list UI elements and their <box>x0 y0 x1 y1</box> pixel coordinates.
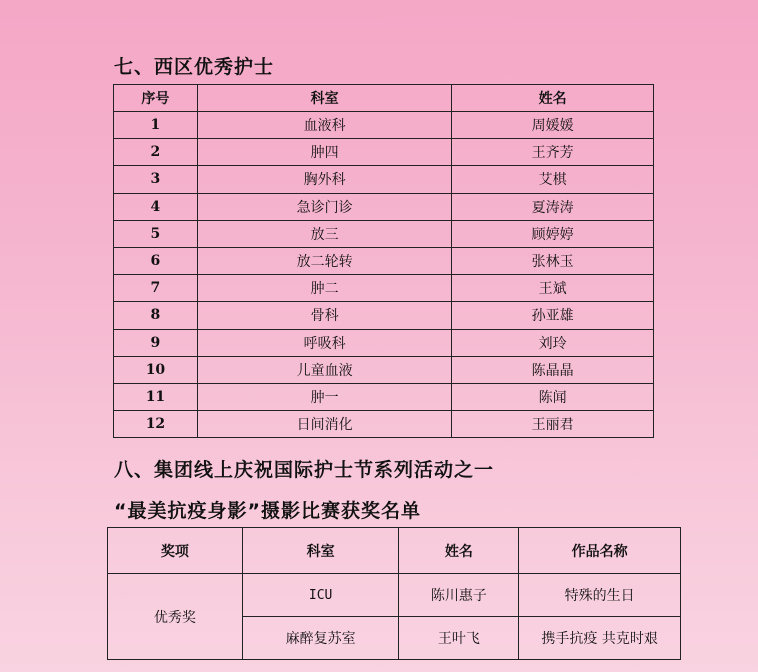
row-index: 8 <box>114 302 198 329</box>
section8-subtitle: “最美抗疫身影”摄影比赛获奖名单 <box>114 500 421 522</box>
row-dept: 放三 <box>197 220 452 247</box>
row-name: 陈川惠子 <box>399 574 519 617</box>
header-index: 序号 <box>114 85 198 112</box>
table-row <box>114 139 654 166</box>
row-name: 刘玲 <box>452 329 654 356</box>
row-name: 陈闻 <box>452 383 654 410</box>
row-work: 携手抗疫 共克时艰 <box>519 617 681 660</box>
award-group: 优秀奖 <box>108 574 243 660</box>
row-index: 9 <box>114 329 198 356</box>
table-row <box>114 383 654 410</box>
row-dept: 儿童血液 <box>197 356 452 383</box>
row-index: 6 <box>114 247 198 274</box>
row-dept: 肿二 <box>197 275 452 302</box>
table-row <box>114 329 654 356</box>
table-row <box>108 574 681 617</box>
table-row <box>114 112 654 139</box>
table-row <box>114 220 654 247</box>
row-name: 顾婷婷 <box>452 220 654 247</box>
row-dept: ICU <box>242 574 399 617</box>
row-name: 王丽君 <box>452 411 654 438</box>
header-dept: 科室 <box>197 85 452 112</box>
row-index: 5 <box>114 220 198 247</box>
row-name: 王齐芳 <box>452 139 654 166</box>
table-row <box>114 411 654 438</box>
row-name: 王叶飞 <box>399 617 519 660</box>
row-dept: 骨科 <box>197 302 452 329</box>
row-name: 夏涛涛 <box>452 193 654 220</box>
header-name: 姓名 <box>452 85 654 112</box>
row-index: 7 <box>114 275 198 302</box>
row-dept: 肿一 <box>197 383 452 410</box>
table-row <box>114 193 654 220</box>
row-dept: 麻醉复苏室 <box>242 617 399 660</box>
row-dept: 胸外科 <box>197 166 452 193</box>
row-dept: 肿四 <box>197 139 452 166</box>
row-dept: 呼吸科 <box>197 329 452 356</box>
row-name: 周媛媛 <box>452 112 654 139</box>
header-work: 作品名称 <box>519 528 681 574</box>
table-row <box>114 275 654 302</box>
header-award: 奖项 <box>108 528 243 574</box>
header-dept: 科室 <box>242 528 399 574</box>
row-name: 张林玉 <box>452 247 654 274</box>
row-name: 孙亚雄 <box>452 302 654 329</box>
table-row <box>114 166 654 193</box>
row-dept: 放二轮转 <box>197 247 452 274</box>
nurse-table <box>113 84 654 438</box>
row-work: 特殊的生日 <box>519 574 681 617</box>
row-name: 王斌 <box>452 275 654 302</box>
row-index: 2 <box>114 139 198 166</box>
row-index: 10 <box>114 356 198 383</box>
row-index: 11 <box>114 383 198 410</box>
row-index: 1 <box>114 112 198 139</box>
row-dept: 血液科 <box>197 112 452 139</box>
row-dept: 日间消化 <box>197 411 452 438</box>
table-row <box>114 302 654 329</box>
section7-title: 七、西区优秀护士 <box>114 56 275 78</box>
row-index: 3 <box>114 166 198 193</box>
award-table <box>107 527 681 660</box>
table-header-row <box>114 85 654 112</box>
section8-title: 八、集团线上庆祝国际护士节系列活动之一 <box>114 459 495 481</box>
header-name: 姓名 <box>399 528 519 574</box>
row-dept: 急诊门诊 <box>197 193 452 220</box>
table-row <box>114 247 654 274</box>
row-index: 12 <box>114 411 198 438</box>
table-header-row <box>108 528 681 574</box>
row-name: 艾棋 <box>452 166 654 193</box>
table-row <box>114 356 654 383</box>
row-index: 4 <box>114 193 198 220</box>
row-name: 陈晶晶 <box>452 356 654 383</box>
